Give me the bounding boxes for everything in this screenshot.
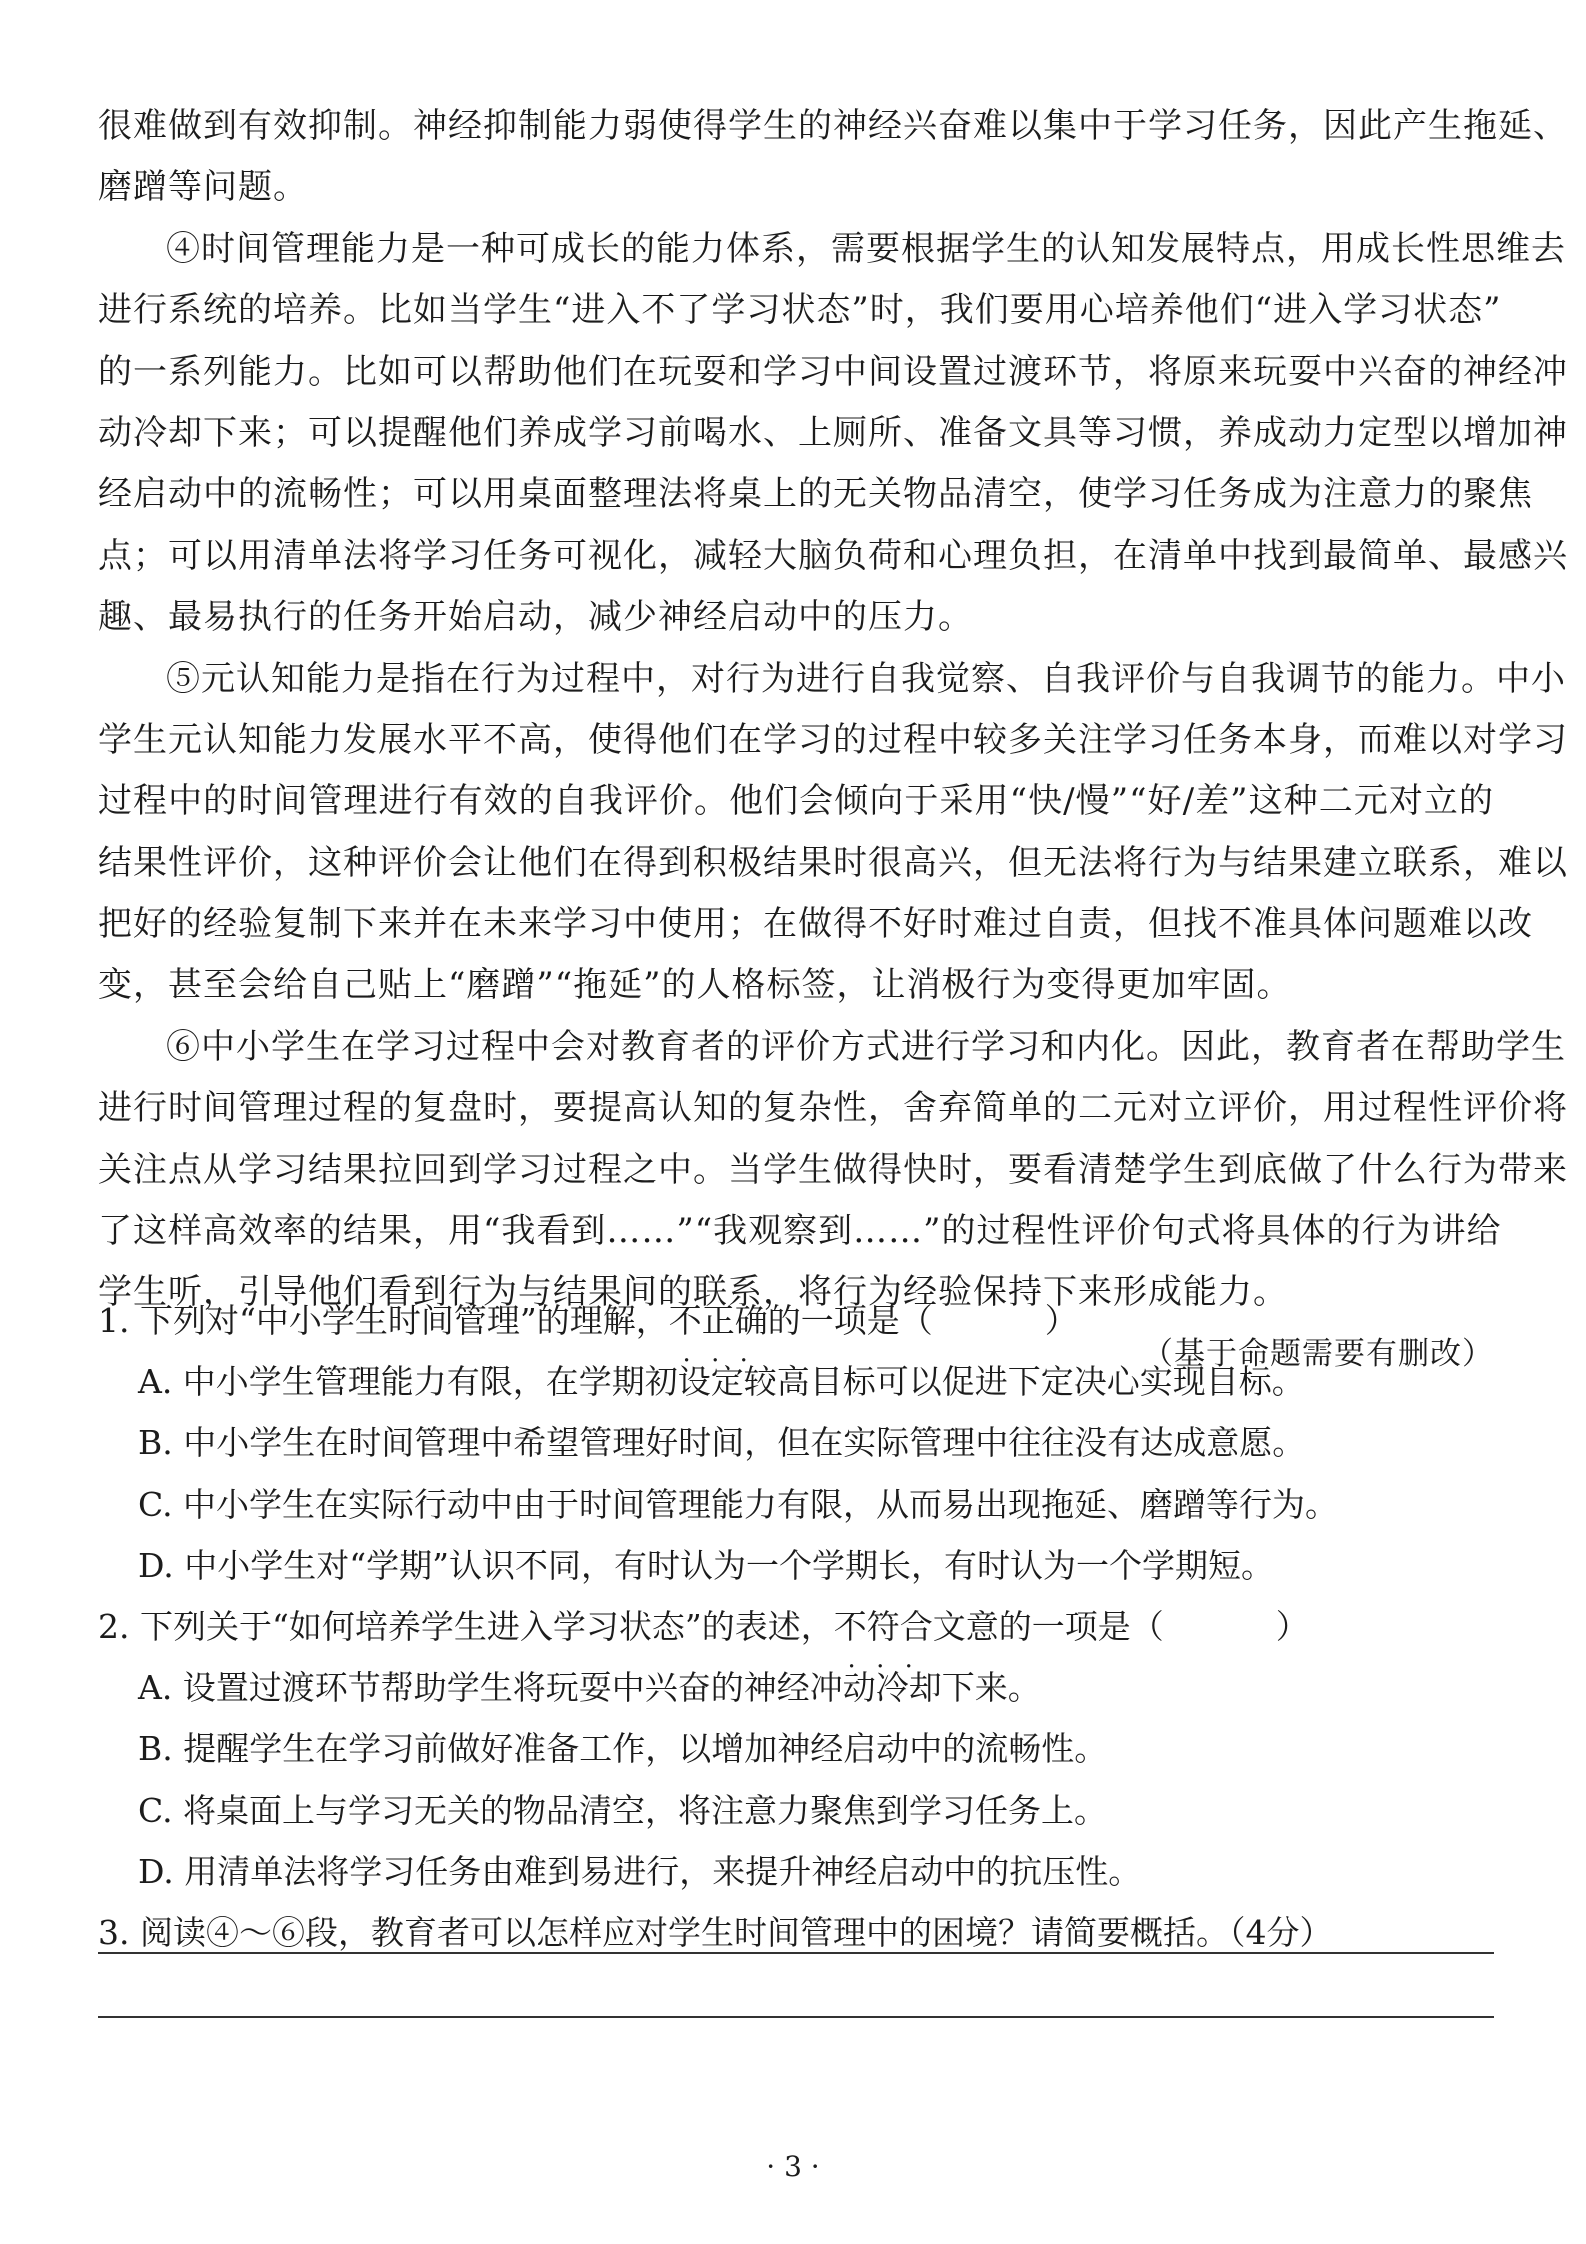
passage-line: 了这样高效率的结果，用“我看到……”“我观察到……”的过程性评价句式将具体的行为讲给 — [98, 1211, 1502, 1252]
passage-line: 的一系列能力。比如可以帮助他们在玩耍和学习中间设置过渡环节，将原来玩耍中兴奋的神经冲 — [98, 351, 1568, 392]
answer-line[interactable] — [98, 2016, 1494, 2018]
question-stem-text: 文意的一项是（ — [932, 1606, 1164, 1646]
option-d: D. 中小学生对“学期”认识不同，有时认为一个学期长，有时认为一个学期短。 — [138, 1545, 1275, 1585]
passage-line: 进行系统的培养。比如当学生“进入不了学习状态”时，我们要用心培养他们“进入学习状态” — [98, 290, 1502, 331]
question-1-stem — [98, 1290, 1498, 1351]
passage-line: 进行时间管理过程的复盘时，要提高认知的复杂性，舍弃简单的二元对立评价，用过程性评价将 — [98, 1088, 1568, 1129]
passage-line: 趣、最易执行的任务开始启动，减少神经启动中的压力。 — [98, 597, 973, 638]
emphasis-text: 不正确 · · · — [669, 1290, 768, 1351]
passage-line: ⑤元认知能力是指在行为过程中，对行为进行自我觉察、自我评价与自我调节的能力。中小 — [166, 658, 1566, 699]
question-stem-text: 的一项是（ — [767, 1301, 933, 1340]
option-c: C. 中小学生在实际行动中由于时间管理能力有限，从而易出现拖延、磨蹭等行为。 — [138, 1484, 1339, 1524]
passage-line: 点；可以用清单法将学习任务可视化，减轻大脑负荷和心理负担，在清单中找到最简单、最感兴 — [98, 535, 1568, 576]
answer-line[interactable] — [98, 1952, 1494, 1954]
passage-line: 磨蹭等问题。 — [98, 167, 308, 208]
question-3-stem: 3. 阅读④～⑥段，教育者可以怎样应对学生时间管理中的困境？请简要概括。（4分） — [98, 1912, 1333, 1952]
page-number: · 3 · — [766, 2150, 820, 2183]
reading-passage — [98, 96, 1568, 1385]
passage-line: ④时间管理能力是一种可成长的能力体系，需要根据学生的认知发展特点，用成长性思维去 — [166, 228, 1566, 269]
passage-line: 学生听，引导他们看到行为与结果间的联系，将行为经验保持下来形成能力。 — [98, 1272, 1288, 1313]
source-note: （基于命题需要有删改） — [1142, 1335, 1494, 1372]
option-b: B. 中小学生在时间管理中希望管理好时间，但在实际管理中往往没有达成意愿。 — [138, 1423, 1306, 1463]
passage-line: 关注点从学习结果拉回到学习过程之中。当学生做得快时，要看清楚学生到底做了什么行为带来 — [98, 1149, 1568, 1190]
question-stem-text: ） — [1275, 1606, 1309, 1646]
passage-line: 经启动中的流畅性；可以用桌面整理法将桌上的无关物品清空，使学习任务成为注意力的聚焦 — [98, 474, 1533, 515]
option-d: D. 用清单法将学习任务由难到易进行，来提升神经启动中的抗压性。 — [138, 1851, 1142, 1891]
passage-line: 动冷却下来；可以提醒他们养成学习前喝水、上厕所、准备文具等习惯，养成动力定型以增加神 — [98, 412, 1568, 453]
passage-line: 很难做到有效抑制。神经抑制能力弱使得学生的神经兴奋难以集中于学习任务，因此产生拖延、 — [98, 106, 1568, 146]
emphasis-text: 不符合 · · · — [834, 1596, 933, 1657]
passage-line: ⑥中小学生在学习过程中会对教育者的评价方式进行学习和内化。因此，教育者在帮助学生 — [166, 1026, 1566, 1067]
question-stem-text: ） — [1044, 1301, 1078, 1340]
passage-line: 过程中的时间管理进行有效的自我评价。他们会倾向于采用“快/慢”“好/差”这种二元对立的 — [98, 781, 1494, 822]
passage-line: 学生元认知能力发展水平不高，使得他们在学习的过程中较多关注学习任务本身，而难以对学习 — [98, 719, 1568, 760]
question-stem-text: 1. 下列对“中小学生时间管理”的理解， — [98, 1301, 669, 1340]
option-a: A. 设置过渡环节帮助学生将玩耍中兴奋的神经冲动冷却下来。 — [138, 1668, 1041, 1708]
option-a: A. 中小学生管理能力有限，在学期初设定较高目标可以促进下定决心实现目标。 — [138, 1362, 1305, 1402]
question-2-stem — [98, 1596, 1498, 1657]
question-list — [98, 1290, 1498, 1963]
passage-line: 把好的经验复制下来并在未来学习中使用；在做得不好时难过自责，但找不准具体问题难以改 — [98, 904, 1533, 945]
passage-line: 变，甚至会给自己贴上“磨蹭”“拖延”的人格标签，让消极行为变得更加牢固。 — [98, 965, 1292, 1006]
passage-line: 结果性评价，这种评价会让他们在得到积极结果时很高兴，但无法将行为与结果建立联系，难以 — [98, 842, 1568, 883]
option-b: B. 提醒学生在学习前做好准备工作，以增加神经启动中的流畅性。 — [138, 1729, 1108, 1769]
option-c: C. 将桌面上与学习无关的物品清空，将注意力聚焦到学习任务上。 — [138, 1790, 1108, 1830]
question-stem-text: 2. 下列关于“如何培养学生进入学习状态”的表述， — [98, 1606, 834, 1646]
